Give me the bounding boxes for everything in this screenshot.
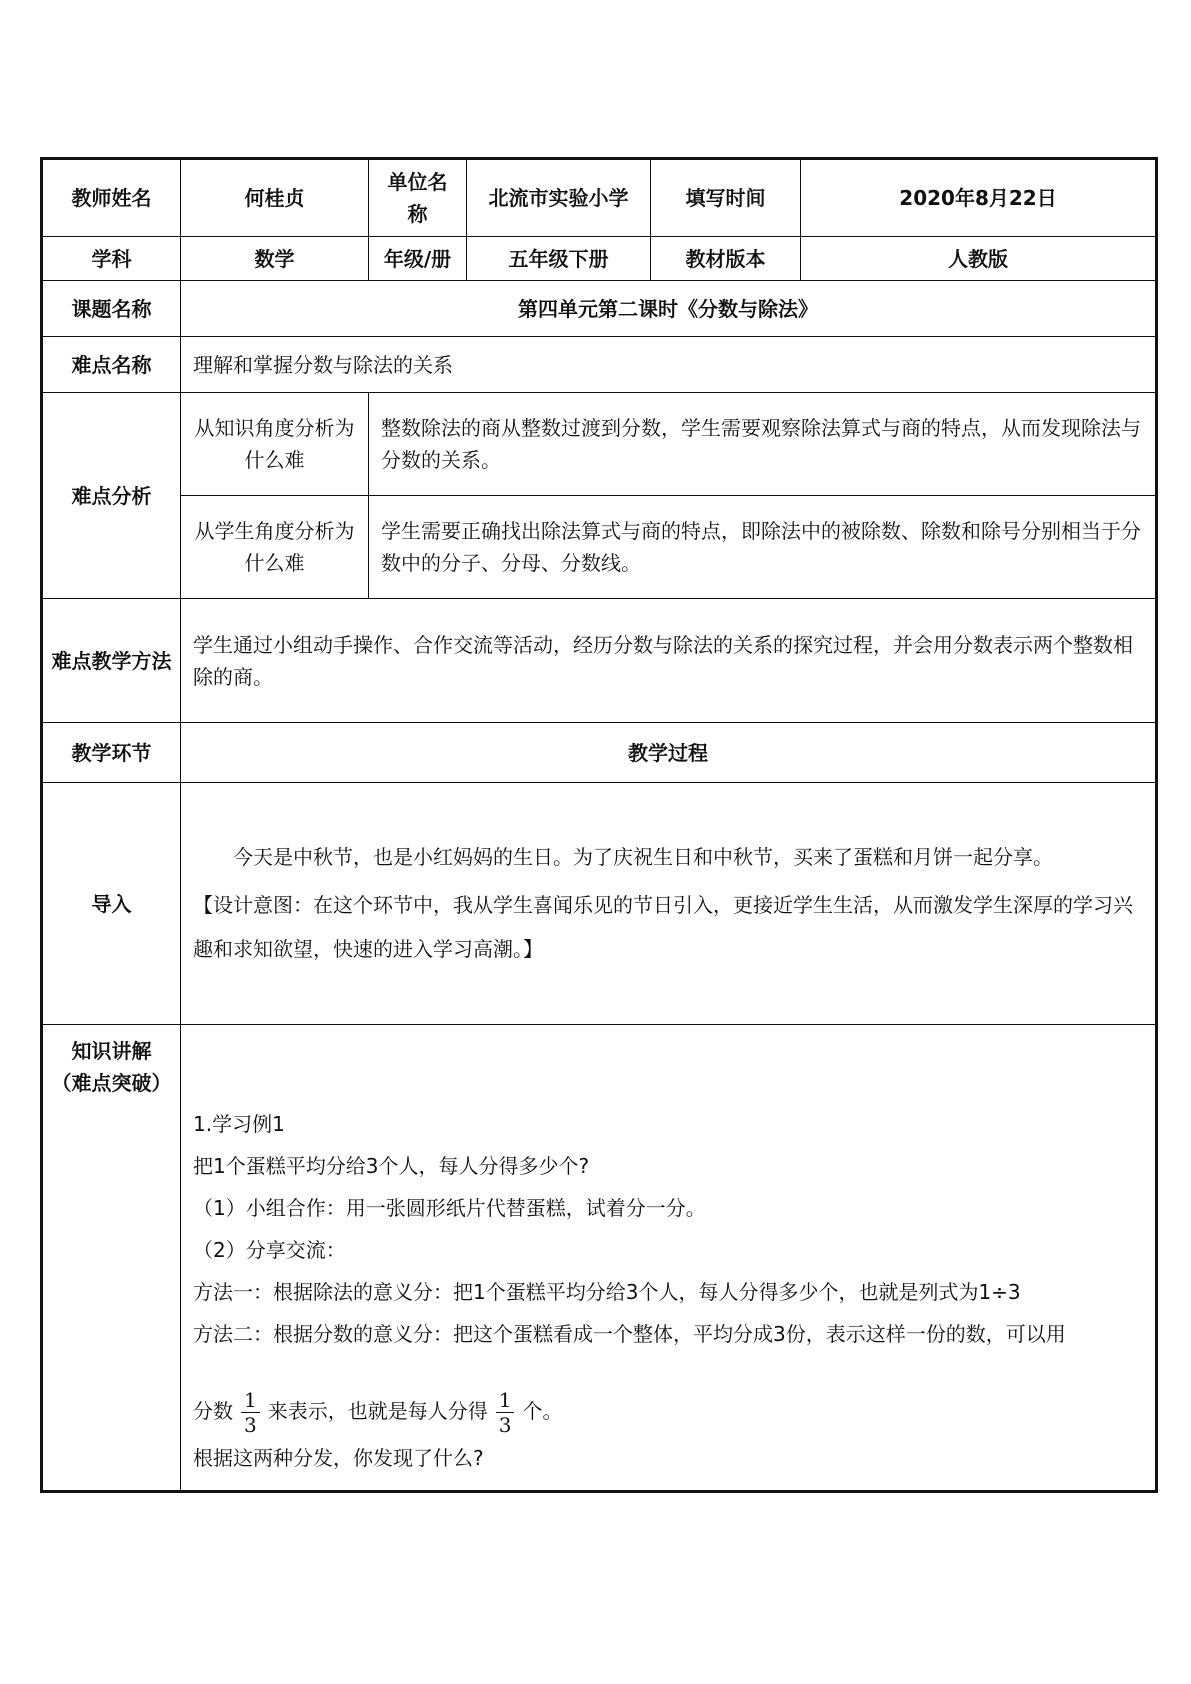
knowledge-angle-text: 整数除法的商从整数过渡到分数，学生需要观察除法算式与商的特点，从而发现除法与分数的关系。 [369,393,1157,496]
knowledge-angle-label-line-2: 什么难 [244,448,305,472]
unit-label [369,159,467,237]
student-angle-text: 学生需要正确找出除法算式与商的特点，即除法中的被除数、除数和除号分别相当于分数中的分子、分母、分数线。 [369,496,1157,599]
grade-label: 年级/册 [369,237,467,281]
topic-value: 第四单元第二课时《分数与除法》 [181,281,1157,337]
knowledge-content [181,1025,1157,1492]
subject-label: 学科 [42,237,181,281]
knowledge-row [42,1025,1157,1492]
stage-label: 教学环节 [42,723,181,783]
fraction-numerator: 1 [496,1388,515,1413]
knowledge-label-line-2: （难点突破） [51,1071,172,1095]
student-angle-label-line-1: 从学生角度分析为 [194,519,355,543]
header-row-2 [42,237,1157,281]
grade-value: 五年级下册 [467,237,651,281]
method-text: 学生通过小组动手操作、合作交流等活动，经历分数与除法的关系的探究过程，并会用分数表示两个整数相除的商。 [181,599,1157,723]
topic-label: 课题名称 [42,281,181,337]
unit-label-line-1: 单位名 [387,170,448,194]
fraction-line [193,1385,1143,1437]
edition-value: 人教版 [801,237,1157,281]
intro-row [42,783,1157,1025]
analysis-row-student [42,496,1157,599]
method-row [42,599,1157,723]
knowledge-line-6: 方法二：根据分数的意义分：把这个蛋糕看成一个整体，平均分成3份，表示这样一份的数，可以用 [193,1322,1066,1346]
difficulty-value: 理解和掌握分数与除法的关系 [181,337,1157,393]
fraction-one-third-a [241,1388,260,1437]
fraction-numerator: 1 [241,1388,260,1413]
fraction-suffix: 个。 [522,1399,563,1423]
knowledge-line-2: 把1个蛋糕平均分给3个人，每人分得多少个? [193,1154,590,1178]
teacher-label: 教师姓名 [42,159,181,237]
teacher-name: 何桂贞 [181,159,369,237]
knowledge-angle-label [181,393,369,496]
knowledge-line-3: （1）小组合作：用一张圆形纸片代替蛋糕，试着分一分。 [193,1196,706,1220]
fraction-middle-text: 来表示，也就是每人分得 [267,1399,488,1423]
knowledge-label [42,1025,181,1492]
knowledge-last-line: 根据这两种分发，你发现了什么? [193,1446,484,1470]
knowledge-angle-label-line-1: 从知识角度分析为 [194,416,355,440]
intro-content [181,783,1157,1025]
intro-paragraph: 今天是中秋节，也是小红妈妈的生日。为了庆祝生日和中秋节，买来了蛋糕和月饼一起分享。 [233,845,1053,869]
topic-row [42,281,1157,337]
process-label: 教学过程 [181,723,1157,783]
lesson-plan-table [40,157,1158,1493]
process-header-row [42,723,1157,783]
knowledge-line-4: （2）分享交流： [193,1238,346,1262]
knowledge-line-5: 方法一：根据除法的意义分：把1个蛋糕平均分给3个人，每人分得多少个，也就是列式为1÷3 [193,1280,1021,1304]
subject-value: 数学 [181,237,369,281]
edition-label: 教材版本 [651,237,801,281]
intro-label: 导入 [42,783,181,1025]
method-label: 难点教学方法 [42,599,181,723]
student-angle-label [181,496,369,599]
unit-name: 北流市实验小学 [467,159,651,237]
unit-label-line-2: 称 [407,202,428,226]
knowledge-label-line-1: 知识讲解 [71,1039,152,1063]
analysis-label: 难点分析 [42,393,181,599]
knowledge-line-1: 1.学习例1 [193,1112,285,1136]
fraction-denominator: 3 [498,1413,512,1437]
fraction-one-third-b [496,1388,515,1437]
fraction-prefix: 分数 [193,1399,233,1423]
date-value: 2020年8月22日 [801,159,1157,237]
difficulty-label: 难点名称 [42,337,181,393]
fraction-denominator: 3 [244,1413,257,1437]
header-row-1 [42,159,1157,237]
date-label: 填写时间 [651,159,801,237]
student-angle-label-line-2: 什么难 [244,551,305,575]
difficulty-row [42,337,1157,393]
analysis-row-knowledge [42,393,1157,496]
intro-design-intent: 【设计意图：在这个环节中，我从学生喜闻乐见的节日引入，更接近学生生活，从而激发学生深厚的学习兴趣和求知欲望，快速的进入学习高潮。】 [193,893,1133,961]
